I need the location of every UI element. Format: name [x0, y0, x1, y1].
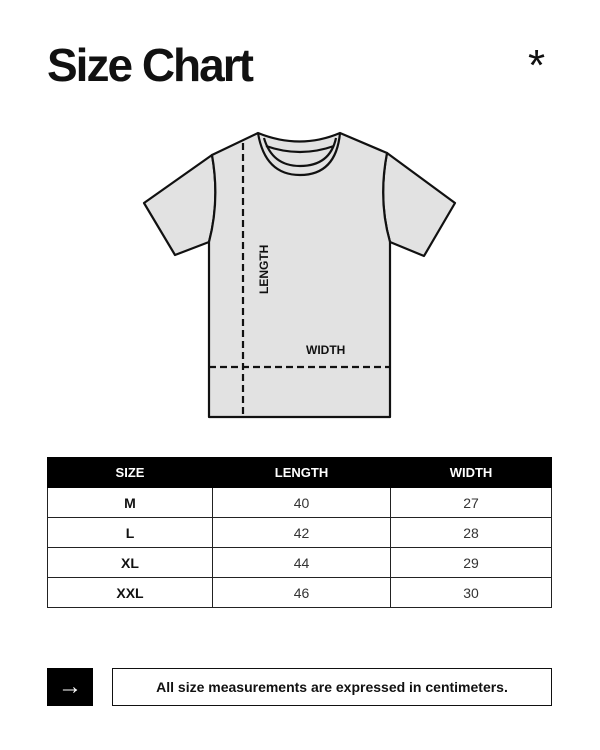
arrow-button[interactable]: [47, 668, 93, 706]
page-title: Size Chart: [47, 39, 252, 91]
length-label: LENGTH: [257, 244, 271, 294]
header-length: LENGTH: [213, 458, 391, 488]
measurement-note: All size measurements are expressed in centimeters.: [112, 668, 552, 706]
width-cell: 30: [391, 578, 552, 608]
length-cell: 44: [213, 548, 391, 578]
right-sleeve: [383, 153, 455, 256]
size-cell: M: [48, 488, 213, 518]
width-cell: 29: [391, 548, 552, 578]
arrow-right-icon: →: [58, 673, 82, 700]
left-sleeve: [144, 155, 215, 255]
width-label: WIDTH: [306, 343, 346, 357]
width-cell: 28: [391, 518, 552, 548]
size-table: [47, 457, 552, 608]
header-size: SIZE: [48, 458, 213, 488]
header-width: WIDTH: [391, 458, 552, 488]
length-cell: 46: [213, 578, 391, 608]
table-header-row: [48, 458, 552, 488]
table-row: [48, 518, 552, 548]
size-cell: L: [48, 518, 213, 548]
table-row: [48, 488, 552, 518]
length-cell: 40: [213, 488, 391, 518]
length-cell: 42: [213, 518, 391, 548]
table-row: [48, 548, 552, 578]
asterisk-logo-icon: *: [528, 41, 546, 90]
width-cell: 27: [391, 488, 552, 518]
size-cell: XXL: [48, 578, 213, 608]
table-row: [48, 578, 552, 608]
size-cell: XL: [48, 548, 213, 578]
